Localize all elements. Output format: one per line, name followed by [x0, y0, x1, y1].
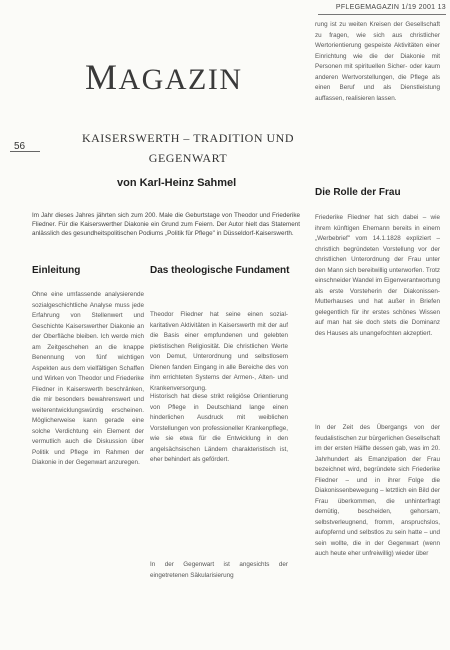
paragraph-theologie-3: In der Gegenwart ist angesichts der eingetretenen Säkularisierung — [150, 561, 288, 579]
section-label-rest: AGAZIN — [118, 63, 243, 96]
article-author: von Karl-Heinz Sahmel — [117, 177, 237, 189]
paragraph-theologie-2: Historisch hat diese strikt religiöse Orientierung von Pflege in Deutschland lange einen hinderlichen Ausdruck mit weiblichen Vorstellungen von professioneller Krankenpflege, wie sie etwa für die Entwicklung in den angelsächsischen Ländern charakteristisch ist, eher behindert als gefördert. — [150, 393, 288, 463]
paragraph-theologie-1: Theodor Fliedner hat seine einen sozial-karitativen Aktivitäten in Kaiserswerth mit der auf die Basis einer empfundenen und gelebten pietistischen Religiosität. Die christlichen Werte von Demut, Unterordnung und selbstlosem Dienen fanden Eingang in alle Bereiche des von ihm errichteten Systems der Armen-, Alten- und Krankenversorgung. — [150, 311, 288, 392]
running-head: PFLEGEMAGAZIN 1/19 2001 13 — [335, 4, 446, 11]
header-rule — [318, 14, 446, 15]
heading-theologisches-fundament: Das theologische Fundament — [150, 265, 290, 276]
article-intro: Im Jahr dieses Jahres jährten sich zum 200. Male die Geburtstage von Theodor und Friederike Fliedner. Für die Kaiserswerther Diakonie ein Grund zum Feiern. Der Autor hielt das Statement anlässlich des gesundheitspolitischen Podiums „Politik für Pflege" in Düsseldorf-Kaiserswerth. — [32, 212, 300, 237]
paragraph-rolle-1: Friederike Fliedner hat sich dabei – wie ihrem künftigen Ehemann bereits in einem „Werbebrief" vom 14.1.1828 expliziert – christlich begründeten Vorstellung vor der christlichen Unterordnung der Frau unter den Mann sich bereitwillig unterworfen. Trotz einschneider Wandel im Eigenverantwortung als erste Vorsteherin der Diakonissen-Mutterhauses und hat außer in Briefen gelegentlich für ihr erstes schönes Wissen auf man hat sie doch stets die Dominanz des Hauses als unangefochten akzeptiert. — [315, 214, 440, 337]
section-label-initial: M — [85, 57, 119, 97]
section-label — [85, 56, 243, 98]
page-number: 56 — [14, 141, 26, 152]
article-title: KAISERSWERTH – TRADITION UND GEGENWART — [81, 131, 295, 165]
heading-einleitung: Einleitung — [32, 265, 81, 276]
page-number-rule — [10, 151, 40, 152]
heading-rolle-der-frau: Die Rolle der Frau — [315, 187, 401, 198]
paragraph-einleitung: Ohne eine umfassende analysierende sozialgeschichtliche Analyse muss jede Erfahrung von Stellenwert und Geschichte Kaiserswerther Diakonie an der Oberfläche bleiben. Ich werde mich am Zeitgeschehen an die knappe Benennung von fünf wichtigen Aspekten aus dem vielfältigen Schaffen und Wirken von Theodor und Friederike Fliedner in Kaiserswerth beschränken, die mir besonders bewahrenswert und weiterentwicklungswürdig erscheinen. Möglicherweise kann gerade eine solche Verdichtung ein Element der vermutlich auch die Diskussion über Politik und Pflege im Rahmen der Diakonie in der Gegenwart anzuregen. — [32, 291, 144, 466]
paragraph-rolle-2: In der Zeit des Übergangs von der feudalistischen zur bürgerlichen Gesellschaft im der ersten Hälfte dessen gab, was im 20. Jahrhundert als Emanzipation der Frau bezeichnet wird, begründete sich Friederike Fliedner – und in ihrer Folge die Diakonissenbewegung – letztlich ein Bild der Frau überkommen, die unhinterfragt demütig, bescheiden, gehorsam, selbstverleugnend, fromm, anspruchslos, aufopfernd und selbstlos zu sein hatte – und sein wollte, die in der Gegenwart (wenn auch heute eher unfreiwillig) wieder über — [315, 424, 440, 557]
paragraph-continued: rung ist zu weiten Kreisen der Gesellschaft zu fragen, wie sich aus christlicher Wertorientierung gespeiste Aktivitäten einer Einrichtung wie die der Diakonie mit Personen mit spirituellen Sicher- oder kaum anderen Wertvorstellungen, die Pflege als einen Beruf und als Dienstleistung auffassen, realisieren lassen. — [315, 21, 440, 102]
